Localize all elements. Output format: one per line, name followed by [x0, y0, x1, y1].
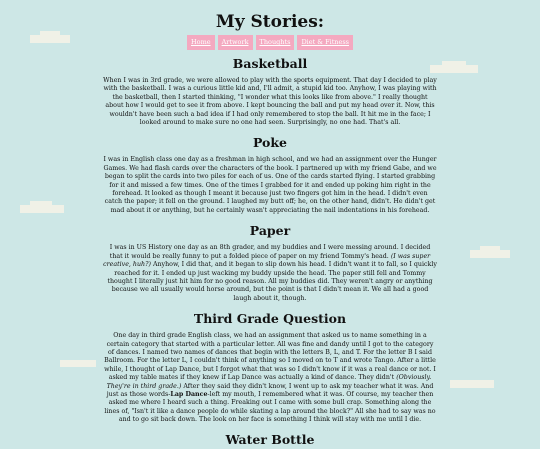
story-text [103, 332, 437, 424]
story-aside: (I was super creative, huh?) [103, 252, 431, 269]
story-title: Water Bottle [225, 431, 315, 447]
nav-diet-fitness-link[interactable]: Diet & Fitness [297, 35, 353, 50]
story-text: I was in English class one day as a freshman in high school, and we had an assignment over the Hunger Games. We had flash cards over the characters of the book. I partnered up with my friend Gabe, and we began to split the cards into two piles for each of us. One of the cards started flying. I started grabbing for it and missed a few times. One of the times I grabbed for it and ended up poking him right in the forehead. It looked as though I meant it because just two fingers got him in the head. I didn't even catch the paper; it fell on the ground. I laughed my butt off; he, on the other hand, didn't. He didn't get mad about it or anything, but he certainly wasn't appreciating the nail indentations in his forehead. [103, 156, 437, 214]
nav-thoughts-link[interactable]: Thoughts [256, 35, 295, 50]
story-poke [0, 134, 540, 215]
story-text-part: -left my mouth, I remembered what it was. Of course, my teacher then asked me where I heard such a thing. Freaking out I came with some bull crap. Something along the lines of, "Isn't it like a dance people do while skating a lap around the block?" All she had to say was no and to go sit back down. The look on her face is something I think will stay with me until I die. [104, 390, 436, 424]
story-basketball [0, 55, 540, 127]
story-emphasis: Lap Dance [170, 390, 208, 398]
nav-artwork-link[interactable]: Artwork [218, 35, 253, 50]
story-text-part: I was in US History one day as an 8th grader, and my buddies and I were messing around. I decided that it would be really funny to put a folded piece of paper on my friend Tommy's head. [109, 244, 431, 260]
story-title: Third Grade Question [193, 311, 347, 327]
story-third-grade-question [0, 310, 540, 424]
story-title: Basketball [232, 56, 308, 71]
story-paper [0, 222, 540, 303]
story-aside: (Obviously. They're in third grade.) [106, 374, 432, 390]
main-nav [0, 35, 540, 50]
page-title: My Stories: [215, 12, 325, 32]
story-text-part: After they said they didn't know, I went up to ask my teacher what it was. And just as those words- [106, 382, 434, 398]
story-text-part: One day in third grade English class, we had an assignment that asked us to name something in a certain category that started with a particular letter. All was fine and dandy until I got to the category of dances. I named two names of dances that begin with the letters B, L, and T. For the letter B I said Ballroom. For the letter L, I couldn't think of anything so I moved on to T and wrote Tango. After a little while, I thought of Lap Dance, but I forgot what that was so I didn't know if it was a real dance or not. I asked my table mates if they knew if Lap Dance was actually a kind of dance. They didn't [104, 332, 436, 382]
story-water-bottle [0, 431, 540, 449]
nav-home-link[interactable]: Home [187, 35, 215, 50]
story-title: Paper [249, 223, 291, 239]
story-title: Poke [252, 135, 287, 151]
story-text-part: Anyhow, I did that, and it began to slip down his head. I didn't want it to fall, so I quickly reached for it. I ended up just wacking my buddy upside the head. The paper still fell and Tommy thought I literally just hit him for no good reason. All my buddies did. They weren't angry or anything because we all usually would horse around, but the point is that I didn't mean it. We all had a good laugh about it, though. [107, 261, 437, 302]
story-text: When I was in 3rd grade, we were allowed to play with the sports equipment. That day I decided to play with the basketball. I was a curious little kid and, I'll admit, a stupid kid too. Anyhow, I was playing with the basketball, then I started thinking, "I wonder what this looks like from above." I really thought about how I would get to see it from above. I kept bouncing the ball and put my head over it. Now, this wouldn't have been such a bad idea if I had only remembered to stop the ball. It hit me in the face; I looked around to make sure no one had seen. Surprisingly, no one had. That's all. [103, 77, 437, 127]
story-text [103, 244, 437, 303]
